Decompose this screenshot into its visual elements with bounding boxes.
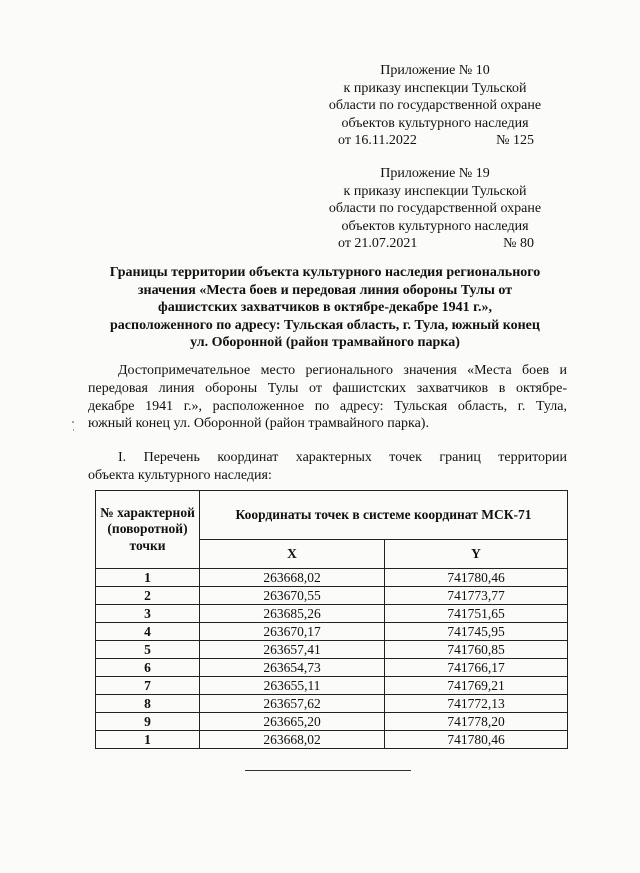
- appendix-19-line: объектов культурного наследия: [341, 218, 529, 234]
- appendix-19-line: области по государственной охране: [328, 201, 542, 216]
- table-row: [96, 659, 568, 677]
- point-number-cell: 3: [96, 605, 200, 623]
- appendix-10-number: № 125: [496, 133, 534, 148]
- scan-speck: [72, 421, 74, 423]
- title-line: Границы территории объекта культурного наследия регионального: [109, 265, 541, 280]
- point-number-cell: 6: [96, 659, 200, 677]
- table-row: [96, 641, 568, 659]
- point-number-cell: 8: [96, 695, 200, 713]
- table-row: [96, 605, 568, 623]
- x-coordinate-cell: 263665,20: [200, 713, 385, 731]
- x-coordinate-cell: 263668,02: [200, 569, 385, 587]
- appendix-19-date-row: [300, 235, 570, 253]
- y-column-header: Y: [385, 540, 568, 569]
- appendix-10-block: [300, 62, 570, 150]
- title-line: фашистских захватчиков в октябре-декабре 1941 г.»,: [158, 300, 492, 315]
- appendix-19-line: Приложение № 19: [380, 166, 490, 181]
- coordinates-header: Координаты точек в системе координат МСК-71: [200, 491, 568, 540]
- document-title: [72, 264, 578, 352]
- y-coordinate-cell: 741773,77: [385, 587, 568, 605]
- appendix-10-date: от 16.11.2022: [338, 133, 417, 148]
- y-coordinate-cell: 741780,46: [385, 731, 568, 749]
- y-coordinate-cell: 741772,13: [385, 695, 568, 713]
- point-number-header: № характерной (поворотной) точки: [96, 491, 200, 569]
- y-coordinate-cell: 741760,85: [385, 641, 568, 659]
- description-line: южный конец ул. Оборонной (район трамвайного парка).: [88, 416, 429, 432]
- x-coordinate-cell: 263654,73: [200, 659, 385, 677]
- x-coordinate-cell: 263657,62: [200, 695, 385, 713]
- point-number-cell: 9: [96, 713, 200, 731]
- appendix-19-number: № 80: [503, 236, 534, 251]
- table-row: [96, 677, 568, 695]
- section-line: I. Перечень координат характерных точек границ территории: [118, 450, 567, 465]
- title-line: значения «Места боев и передовая линия обороны Тулы от: [137, 282, 513, 298]
- coordinates-table: [95, 490, 568, 749]
- x-coordinate-cell: 263668,02: [200, 731, 385, 749]
- y-coordinate-cell: 741778,20: [385, 713, 568, 731]
- appendix-19-line: к приказу инспекции Тульской: [343, 183, 527, 199]
- title-line: расположенного по адресу: Тульская область, г. Тула, южный конец: [110, 317, 540, 333]
- point-number-cell: 1: [96, 569, 200, 587]
- description-line: Достопримечательное место регионального значения «Места боев и: [118, 363, 567, 378]
- x-coordinate-cell: 263670,55: [200, 587, 385, 605]
- section-line: объекта культурного наследия:: [88, 467, 272, 483]
- table-row: [96, 695, 568, 713]
- table-row: [96, 587, 568, 605]
- title-line: ул. Оборонной (район трамвайного парка): [190, 335, 460, 350]
- point-number-cell: 1: [96, 731, 200, 749]
- y-coordinate-cell: 741780,46: [385, 569, 568, 587]
- y-coordinate-cell: 741766,17: [385, 659, 568, 677]
- bottom-rule: [245, 770, 411, 771]
- y-coordinate-cell: 741751,65: [385, 605, 568, 623]
- description-line: передовая линия обороны Тулы от фашистских захватчиков в октябре-: [88, 380, 567, 396]
- x-coordinate-cell: 263685,26: [200, 605, 385, 623]
- scan-speck: [73, 429, 74, 431]
- appendix-19-block: [300, 165, 570, 253]
- appendix-10-line: области по государственной охране: [328, 98, 542, 113]
- appendix-19-date: от 21.07.2021: [338, 236, 418, 251]
- coordinates-table-body: [96, 569, 568, 749]
- section-heading: [88, 449, 567, 485]
- x-coordinate-cell: 263655,11: [200, 677, 385, 695]
- point-number-cell: 2: [96, 587, 200, 605]
- x-column-header: X: [200, 540, 385, 569]
- y-coordinate-cell: 741745,95: [385, 623, 568, 641]
- description-paragraph: [88, 362, 567, 433]
- appendix-10-line: объектов культурного наследия: [341, 115, 529, 131]
- x-coordinate-cell: 263670,17: [200, 623, 385, 641]
- appendix-10-line: к приказу инспекции Тульской: [343, 80, 527, 96]
- appendix-10-date-row: [300, 132, 570, 150]
- description-line: декабре 1941 г.», расположенное по адресу: Тульская область, г. Тула,: [88, 398, 567, 414]
- table-row: [96, 713, 568, 731]
- appendix-10-line: Приложение № 10: [380, 63, 490, 78]
- table-row: [96, 731, 568, 749]
- point-number-cell: 7: [96, 677, 200, 695]
- table-row: [96, 569, 568, 587]
- point-number-cell: 4: [96, 623, 200, 641]
- x-coordinate-cell: 263657,41: [200, 641, 385, 659]
- y-coordinate-cell: 741769,21: [385, 677, 568, 695]
- point-number-cell: 5: [96, 641, 200, 659]
- table-row: [96, 623, 568, 641]
